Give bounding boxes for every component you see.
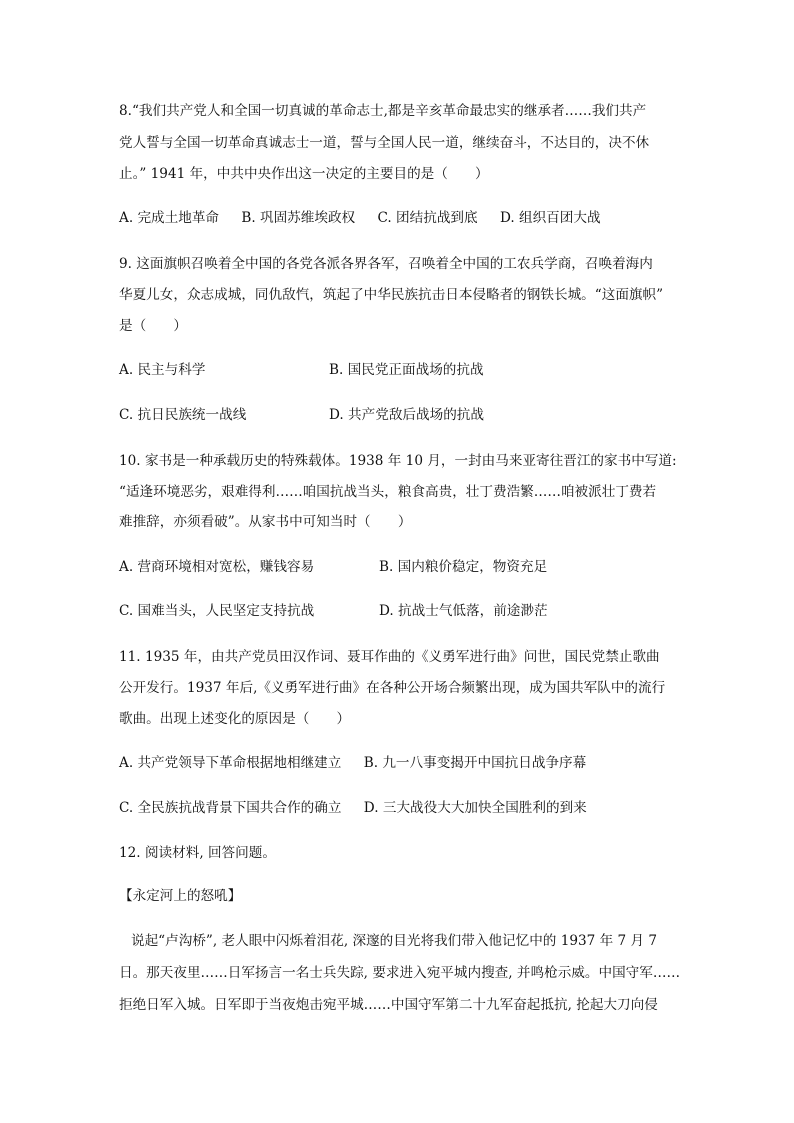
q10-stem-line-1: 10. 家书是一种承载历史的特殊载体。1938 年 10 月，一封由马来亚寄往晋江的家书中写道: xyxy=(119,453,677,469)
q12-stem: 12. 阅读材料, 回答问题。 xyxy=(119,845,276,861)
q8-option-d: D. 组织百团大战 xyxy=(499,210,601,226)
q11-options-row-2 xyxy=(119,798,587,818)
q8-options xyxy=(119,208,619,228)
q8-option-b: B. 巩固苏维埃政权 xyxy=(241,210,356,226)
q11-option-d: D. 三大战役大大加快全国胜利的到来 xyxy=(363,800,587,816)
q8-option-a: A. 完成土地革命 xyxy=(119,210,220,226)
q10-option-d: D. 抗战士气低落，前途渺茫 xyxy=(379,603,548,619)
q10-option-a: A. 营商环境相对宽松，赚钱容易 xyxy=(119,559,315,575)
q12-section-title: 【永定河上的怒吼】 xyxy=(119,888,242,904)
q9-option-a: A. 民主与科学 xyxy=(119,362,206,378)
q9-option-d: D. 共产党敌后战场的抗战 xyxy=(329,407,484,423)
q9-stem-line-3: 是（ ） xyxy=(119,318,187,334)
q11-option-b: B. 九一八事变揭开中国抗日战争序幕 xyxy=(363,755,587,771)
q11-stem-line-2: 公开发行。1937 年后,《义勇军进行曲》在各种公开场合频繁出现，成为国共军队中的流行 xyxy=(119,680,666,696)
q9-stem-line-1: 9. 这面旗帜召唤着全中国的各党各派各界各军，召唤着全中国的工农兵学商，召唤着海内 xyxy=(119,256,653,272)
q12-passage-line-3: 拒绝日军入城。日军即于当夜炮击宛平城……中国守军第二十九军奋起抵抗, 抡起大刀向侵 xyxy=(119,997,658,1013)
q12-passage-line-1: 说起“卢沟桥”, 老人眼中闪烁着泪花, 深邃的目光将我们带入他记忆中的 1937 年 7 月 7 xyxy=(131,933,658,949)
q11-stem-line-1: 11. 1935 年，由共产党员田汉作词、聂耳作曲的《义勇军进行曲》问世，国民党禁止歌曲 xyxy=(119,649,660,665)
q11-options-row-1 xyxy=(119,753,586,773)
q10-stem-line-3: 难推辞，亦须看破”。从家书中可知当时（ ） xyxy=(119,514,412,530)
q9-option-c: C. 抗日民族统一战线 xyxy=(119,407,247,423)
q8-option-c: C. 团结抗战到底 xyxy=(377,210,478,226)
q8-stem-line-1: 8.“我们共产党人和全国一切真诚的革命志士,都是辛亥革命最忠实的继承者……我们共产 xyxy=(119,103,647,119)
q9-stem-line-2: 华夏儿女，众志成城，同仇敌忾，筑起了中华民族抗击日本侵略者的钢铁长城。“这面旗帜” xyxy=(119,287,664,303)
q11-option-a: A. 共产党领导下革命根据地相继建立 xyxy=(119,755,342,771)
q12-passage-line-2: 日。那天夜里……日军扬言一名士兵失踪, 要求进入宛平城内搜查, 并鸣枪示威。中国守军…… xyxy=(119,965,681,981)
q11-stem-line-3: 歌曲。出现上述变化的原因是（ ） xyxy=(119,711,351,727)
q10-option-c: C. 国难当头，人民坚定支持抗战 xyxy=(119,603,315,619)
q10-stem-line-2: “适逢环境恶劣，艰难得利……咱国抗战当头，粮食高贵，壮丁费浩繁……咱被派壮丁费若 xyxy=(119,484,657,500)
q11-option-c: C. 全民族抗战背景下国共合作的确立 xyxy=(119,800,342,816)
q8-stem-line-2: 党人誓与全国一切革命真诚志士一道，誓与全国人民一道，继续奋斗，不达目的，决不休 xyxy=(119,135,650,151)
q8-stem-line-3: 止。” 1941 年，中共中央作出这一决定的主要目的是（ ） xyxy=(119,166,489,182)
q10-option-b: B. 国内粮价稳定，物资充足 xyxy=(379,559,548,575)
q9-option-b: B. 国民党正面战场的抗战 xyxy=(329,362,484,378)
